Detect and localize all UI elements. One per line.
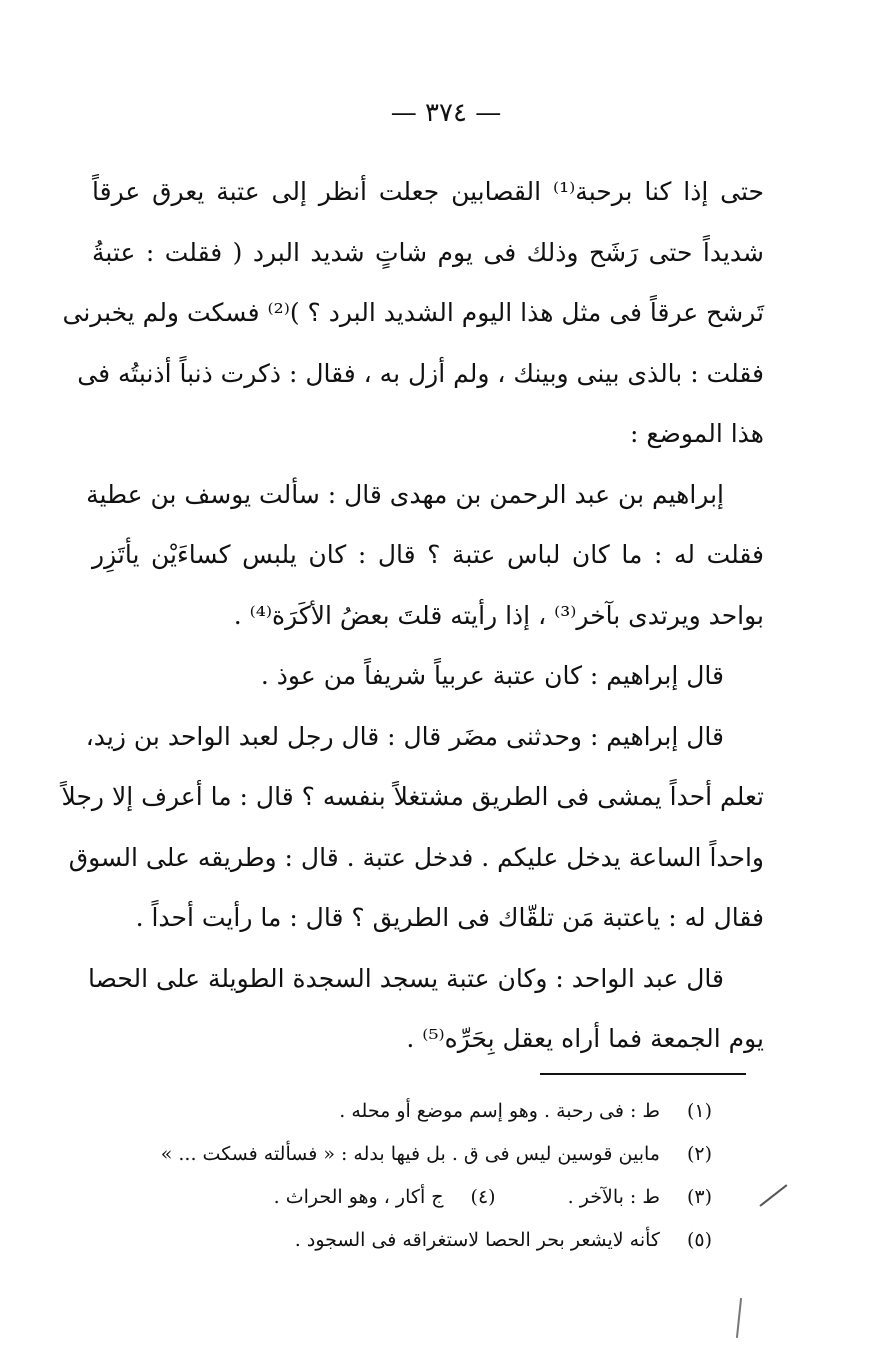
paragraph-start: قال إبراهيم : وحدثنى مضَر قال : قال رجل لعبد الواحد بن زيد، [85, 721, 724, 751]
footnote-number: (١) [686, 1100, 712, 1122]
footnote [120, 1219, 712, 1262]
body-line: فقلت : بالذى بينى وبينك ، ولم أزل به ، فقال : ذكرت ذنباً أذنبتُه فى [77, 358, 764, 388]
footnote-text: ط : بالآخر . [567, 1186, 660, 1208]
footnotes [120, 1090, 712, 1262]
footnote-number: (٤) [470, 1186, 496, 1208]
footnote-text: ج أكار ، وهو الحراث . [273, 1186, 444, 1208]
pen-mark [736, 1298, 742, 1338]
body-text [61, 162, 764, 1070]
footnote [120, 1176, 712, 1219]
footnote-text: ط : فى رحبة . وهو إسم موضع أو محله . [339, 1100, 660, 1122]
body-line: واحداً الساعة يدخل عليكم . فدخل عتبة . قال : وطريقه على السوق [68, 842, 764, 872]
body-line: فقال له : ياعتبة مَن تلقّاك فى الطريق ؟ قال : ما رأيت أحداً . [135, 903, 764, 932]
paragraph-start: قال إبراهيم : كان عتبة عربياً شريفاً من عوذ . [260, 661, 724, 690]
body-line: فقلت له : ما كان لباس عتبة ؟ قال : كان يلبس كساءَيْن يأتَزِر [92, 540, 764, 569]
footnote-divider [540, 1073, 746, 1075]
body-line: تَرشح عرقاً فى مثل هذا اليوم الشديد البرد ؟ )⁽²⁾ فسكت ولم يخبرنى [62, 298, 764, 327]
body-line: بواحد ويرتدى بآخر⁽³⁾ ، إذا رأيته قلتَ بعضُ الأكَرَة⁽⁴⁾ . [233, 600, 764, 630]
paragraph-start: قال عبد الواحد : وكان عتبة يسجد السجدة الطويلة على الحصا [88, 963, 724, 993]
footnote-text: مابين قوسين ليس فى ق . بل فيها بدله : « فسألته فسكت ... » [160, 1143, 660, 1165]
paragraph-start: إبراهيم بن عبد الرحمن بن مهدى قال : سألت يوسف بن عطية [86, 479, 724, 509]
footnote-number: (٥) [686, 1229, 712, 1251]
footnote-number: (٢) [686, 1143, 712, 1165]
body-line: هذا الموضع : [629, 419, 764, 448]
body-line: حتى إذا كنا برحبة⁽¹⁾ القصابين جعلت أنظر إلى عتبة يعرق عرقاً [92, 177, 764, 206]
pen-mark [759, 1184, 787, 1207]
body-line: يوم الجمعة فما أراه يعقل بِحَرِّه⁽⁵⁾ . [406, 1024, 764, 1053]
footnote [120, 1090, 712, 1133]
footnote-text: كأنه لايشعر بحر الحصا لاستغراقه فى السجود . [294, 1229, 660, 1251]
footnote [120, 1133, 712, 1176]
footnote-number: (٣) [686, 1186, 712, 1208]
page-number: — ٣٧٤ — [390, 98, 502, 128]
body-line: تعلم أحداً يمشى فى الطريق مشتغلاً بنفسه ؟ قال : ما أعرف إلا رجلاً [61, 782, 764, 811]
body-line: شديداً حتى رَشَح وذلك فى يوم شاتٍ شديد البرد ( فقلت : عتبةُ [92, 237, 764, 267]
